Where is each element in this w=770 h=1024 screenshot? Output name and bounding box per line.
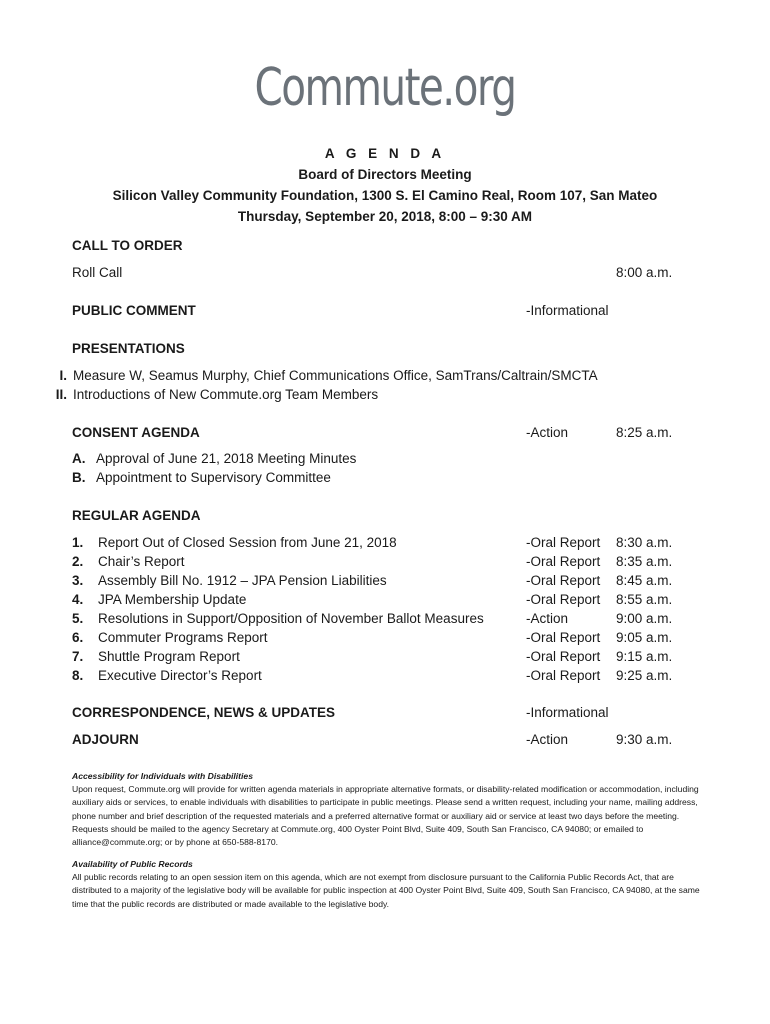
adjourn-type: -Action bbox=[526, 732, 569, 747]
public-records-notice bbox=[72, 858, 702, 911]
adjourn-heading: ADJOURN bbox=[72, 732, 139, 747]
adjourn-time: 9:30 a.m. bbox=[616, 732, 673, 747]
presentation-item bbox=[45, 368, 598, 383]
public-comment-heading: PUBLIC COMMENT bbox=[72, 303, 196, 318]
agenda-title: A G E N D A bbox=[324, 146, 446, 161]
item-number: 5. bbox=[72, 611, 84, 626]
regular-item bbox=[72, 573, 387, 588]
item-time: 9:15 a.m. bbox=[616, 649, 673, 664]
item-number: 7. bbox=[72, 649, 84, 664]
item-number: I. bbox=[59, 368, 67, 383]
regular-item bbox=[72, 668, 262, 683]
consent-item bbox=[72, 470, 331, 485]
consent-item bbox=[72, 451, 356, 466]
commute-org-logo: Commute.org bbox=[254, 58, 516, 118]
item-number: 2. bbox=[72, 554, 84, 569]
item-time: 8:35 a.m. bbox=[616, 554, 673, 569]
item-type: -Action bbox=[526, 611, 569, 626]
consent-agenda-type: -Action bbox=[526, 425, 569, 440]
item-number: B. bbox=[72, 470, 86, 485]
item-text: Chair’s Report bbox=[98, 554, 185, 569]
item-number: A. bbox=[72, 451, 86, 466]
item-text: Approval of June 21, 2018 Meeting Minutes bbox=[96, 451, 357, 466]
item-text: Commuter Programs Report bbox=[98, 630, 268, 645]
item-text: Shuttle Program Report bbox=[98, 649, 240, 664]
regular-agenda-heading: REGULAR AGENDA bbox=[72, 508, 201, 523]
item-text: Report Out of Closed Session from June 21, 2018 bbox=[98, 535, 397, 550]
item-text: Resolutions in Support/Opposition of November Ballot Measures bbox=[98, 611, 484, 626]
regular-item bbox=[72, 630, 268, 645]
regular-item bbox=[72, 592, 246, 607]
regular-item bbox=[72, 535, 397, 550]
agenda-header bbox=[0, 143, 770, 227]
item-type: -Oral Report bbox=[526, 630, 601, 645]
regular-item bbox=[72, 554, 185, 569]
call-to-order-heading: CALL TO ORDER bbox=[72, 238, 183, 253]
item-number: 1. bbox=[72, 535, 84, 550]
presentations-heading: PRESENTATIONS bbox=[72, 341, 185, 356]
accessibility-notice bbox=[72, 770, 702, 849]
item-type: -Oral Report bbox=[526, 535, 601, 550]
item-number: 3. bbox=[72, 573, 84, 588]
item-type: -Oral Report bbox=[526, 649, 601, 664]
item-type: -Oral Report bbox=[526, 668, 601, 683]
roll-call-time: 8:00 a.m. bbox=[616, 265, 673, 280]
meeting-name: Board of Directors Meeting bbox=[298, 167, 472, 182]
item-text: JPA Membership Update bbox=[98, 592, 247, 607]
item-time: 8:45 a.m. bbox=[616, 573, 673, 588]
item-number: II. bbox=[55, 387, 67, 402]
regular-item bbox=[72, 649, 240, 664]
item-type: -Oral Report bbox=[526, 592, 601, 607]
presentation-item bbox=[45, 387, 378, 402]
public-records-body: All public records relating to an open session item on this agenda, which are not exempt from disclosure pursuant to the California Public Records Act, that are distributed to a majority of the legislative body will be available for public inspection at 400 Oyster Point Blvd, Suite 409, South San Francisco, CA 94080, at the same time that the public records are distributed or made available to the legislative body. bbox=[72, 872, 700, 909]
item-text: Appointment to Supervisory Committee bbox=[96, 470, 331, 485]
meeting-location: Silicon Valley Community Foundation, 1300 S. El Camino Real, Room 107, San Mateo bbox=[112, 188, 658, 203]
item-number: 6. bbox=[72, 630, 84, 645]
item-time: 9:25 a.m. bbox=[616, 668, 673, 683]
regular-item bbox=[72, 611, 484, 626]
item-time: 8:30 a.m. bbox=[616, 535, 673, 550]
public-records-title: Availability of Public Records bbox=[72, 859, 193, 869]
item-number: 4. bbox=[72, 592, 84, 607]
item-text: Assembly Bill No. 1912 – JPA Pension Liabilities bbox=[98, 573, 387, 588]
item-text: Measure W, Seamus Murphy, Chief Communications Office, SamTrans/Caltrain/SMCTA bbox=[73, 368, 598, 383]
meeting-date: Thursday, September 20, 2018, 8:00 – 9:30 AM bbox=[237, 209, 533, 224]
item-text: Executive Director’s Report bbox=[98, 668, 262, 683]
consent-agenda-heading: CONSENT AGENDA bbox=[72, 425, 200, 440]
item-time: 9:05 a.m. bbox=[616, 630, 673, 645]
item-number: 8. bbox=[72, 668, 84, 683]
item-type: -Oral Report bbox=[526, 573, 601, 588]
correspondence-heading: CORRESPONDENCE, NEWS & UPDATES bbox=[72, 705, 336, 720]
public-comment-type: -Informational bbox=[526, 303, 609, 318]
item-type: -Oral Report bbox=[526, 554, 601, 569]
accessibility-title: Accessibility for Individuals with Disabilities bbox=[72, 771, 253, 781]
roll-call-item: Roll Call bbox=[72, 265, 123, 280]
consent-agenda-time: 8:25 a.m. bbox=[616, 425, 673, 440]
item-time: 9:00 a.m. bbox=[616, 611, 673, 626]
accessibility-body: Upon request, Commute.org will provide for written agenda materials in appropriate alternative formats, or disability-related modification or accommodation, including auxiliary aids or services, to enable individuals with disabilities to participate in public meetings. Please send a written request, including your name, mailing address, phone number and brief description of the requested materials and a preferred alternative format or auxiliary aid or service at least two days before the meeting. Requests should be mailed to the agency Secretary at Commute.org, 400 Oyster Point Blvd, Suite 409, South San Francisco, CA 94080; or emailed to alliance@commute.org; or by phone at 650-588-8170. bbox=[72, 784, 699, 848]
item-time: 8:55 a.m. bbox=[616, 592, 673, 607]
correspondence-type: -Informational bbox=[526, 705, 609, 720]
item-text: Introductions of New Commute.org Team Members bbox=[73, 387, 379, 402]
